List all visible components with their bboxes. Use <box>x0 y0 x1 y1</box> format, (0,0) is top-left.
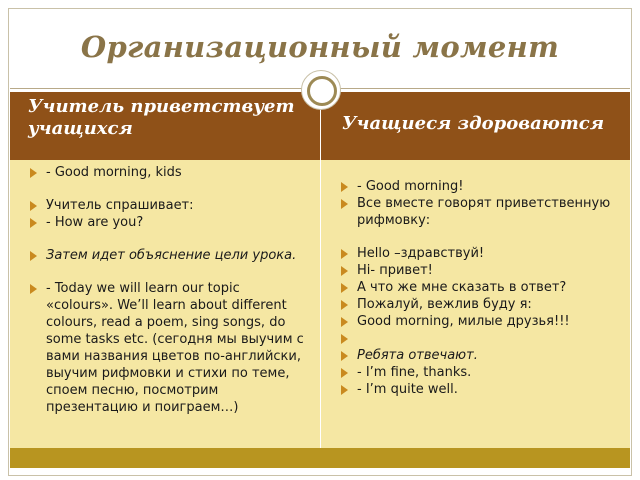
right-column-list <box>341 178 621 398</box>
list-item: Ребята отвечают. <box>341 347 621 364</box>
bottom-band <box>10 448 630 468</box>
left-column-header: Учитель приветствует учащихся <box>28 96 295 139</box>
right-column-header: Учащиеся здороваются <box>342 113 605 134</box>
list-item: Учитель спрашивает: <box>30 197 310 214</box>
list-item: Good morning, милые друзья!!! <box>341 313 621 330</box>
list-item: - I’m fine, thanks. <box>341 364 621 381</box>
list-item: - Good morning, kids <box>30 164 310 181</box>
list-item: Все вместе говорят приветственную рифмовку: <box>341 195 621 229</box>
list-item: - How are you? <box>30 214 310 231</box>
list-item: А что же мне сказать в ответ? <box>341 279 621 296</box>
spacer <box>30 231 310 247</box>
list-item: Пожалуй, вежлив буду я: <box>341 296 621 313</box>
list-item: Hi- привет! <box>341 262 621 279</box>
spacer <box>30 264 310 280</box>
spacer <box>341 229 621 245</box>
ornament-ring-icon <box>307 76 337 106</box>
empty-list-item <box>341 330 621 347</box>
list-item: - Good morning! <box>341 178 621 195</box>
spacer <box>30 181 310 197</box>
list-item: - I’m quite well. <box>341 381 621 398</box>
list-item: Затем идет объяснение цели урока. <box>30 247 310 264</box>
list-item: Hello –здравствуй! <box>341 245 621 262</box>
slide-title: Организационный момент <box>80 30 560 64</box>
left-column-list <box>30 164 310 416</box>
column-divider-body <box>320 160 321 448</box>
list-item: - Today we will learn our topic «colours». We’ll learn about different colours, read a poem, sing songs, do some tasks etc. (сегодня мы выучим с вами названия цветов по-английски, выучим рифмовки и стихи по теме, споем песню, посмотрим презентацию и поиграем…) <box>30 280 310 416</box>
